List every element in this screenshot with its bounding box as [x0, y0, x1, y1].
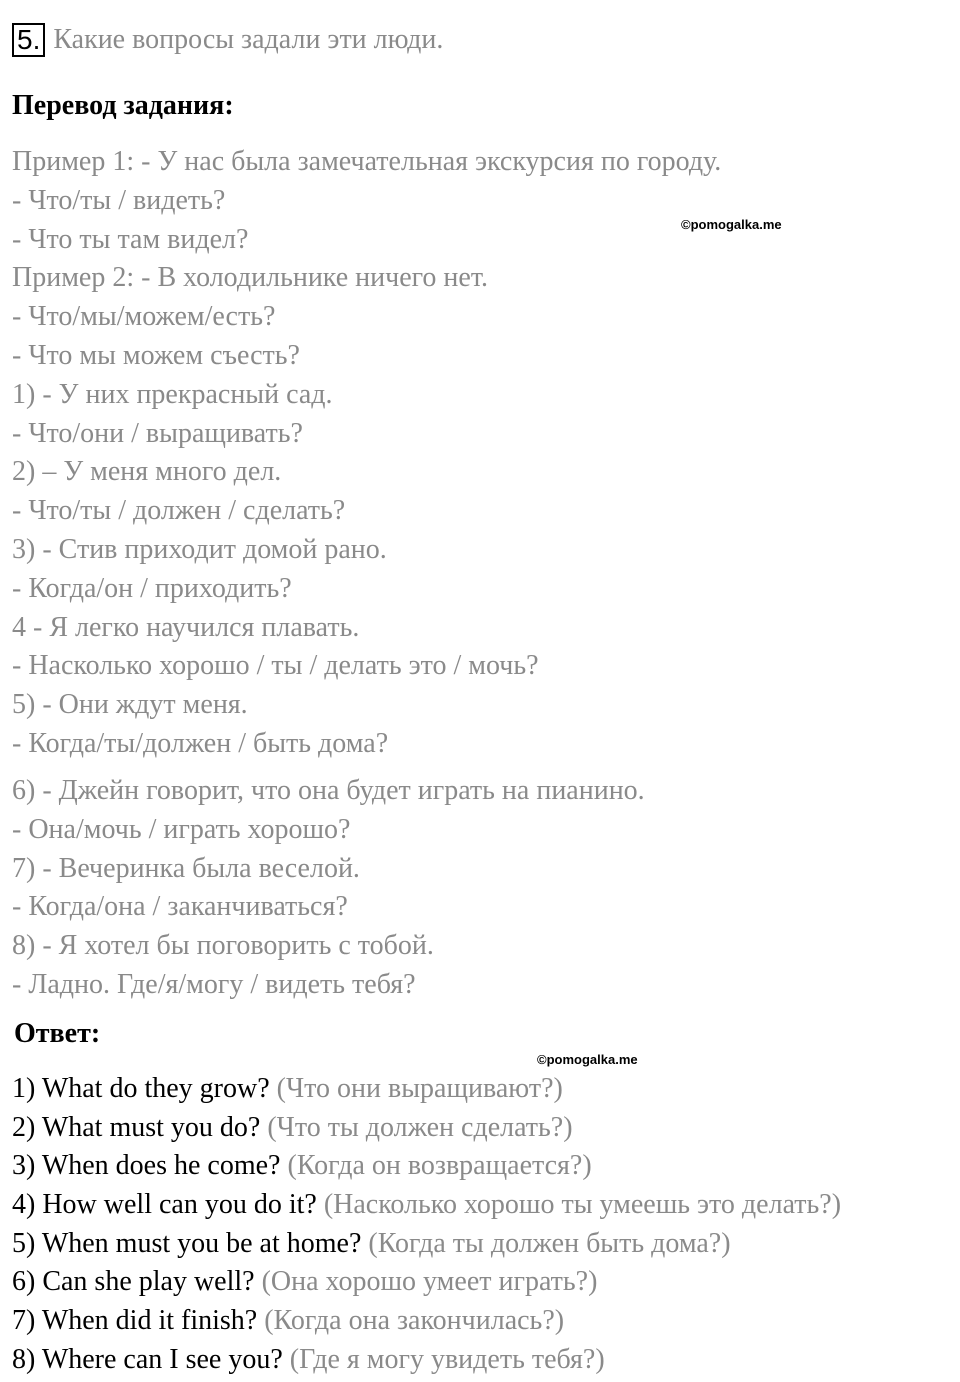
answer-item: [12, 1263, 841, 1302]
answer-russian: (Где я могу увидеть тебя?): [289, 1343, 605, 1375]
translation-line: - Что/ты / видеть?: [12, 184, 226, 216]
translation-line: 5) - Они ждут меня.: [12, 689, 248, 721]
answer-list: [12, 1070, 841, 1380]
translation-line: 4 - Я легко научился плавать.: [12, 611, 360, 643]
answer-item: [12, 1147, 841, 1186]
translation-line: 7) - Вечеринка была веселой.: [12, 852, 360, 884]
answer-russian: (Что они выращивают?): [276, 1073, 563, 1104]
translation-line: - Ладно. Где/я/могу / видеть тебя?: [12, 968, 416, 1000]
translation-line: - Что/они / выращивать?: [12, 417, 303, 449]
translation-line: - Что мы можем съесть?: [12, 339, 300, 371]
task-title: Какие вопросы задали эти люди.: [53, 24, 444, 55]
answer-english: 2) What must you do?: [12, 1111, 261, 1143]
answer-item: [12, 1302, 841, 1341]
translation-line: - Насколько хорошо / ты / делать это / мочь?: [12, 650, 539, 682]
watermark: ©pomogalka.me: [681, 217, 782, 232]
translation-line: - Она/мочь / играть хорошо?: [12, 813, 351, 845]
translation-line: 6) - Джейн говорит, что она будет играть на пианино.: [12, 775, 645, 806]
answer-russian: (Когда он возвращается?): [287, 1150, 592, 1182]
task-header: [12, 20, 443, 60]
answer-heading: Ответ:: [14, 1018, 101, 1049]
translation-line: - Когда/она / заканчиваться?: [12, 891, 348, 923]
translation-line: - Что ты там видел?: [12, 223, 249, 255]
answer-english: 4) How well can you do it?: [12, 1189, 317, 1221]
translation-line: - Когда/ты/должен / быть дома?: [12, 727, 389, 759]
translation-line: - Что/ты / должен / сделать?: [12, 495, 346, 527]
answer-item: [12, 1341, 841, 1380]
answer-russian: (Насколько хорошо ты умеешь это делать?): [323, 1189, 842, 1221]
translation-line: 2) – У меня много дел.: [12, 456, 282, 488]
translation-heading: Перевод задания:: [12, 90, 234, 121]
translation-lines-part-1: [12, 143, 721, 764]
answer-english: 8) Where can I see you?: [12, 1343, 283, 1375]
answer-item: [12, 1109, 841, 1148]
translation-line: - Когда/он / приходить?: [12, 572, 292, 604]
answer-item: [12, 1225, 841, 1264]
translation-line: Пример 2: - В холодильнике ничего нет.: [12, 262, 488, 294]
answer-english: 1) What do they grow?: [12, 1073, 270, 1104]
answer-russian: (Что ты должен сделать?): [267, 1111, 573, 1143]
answer-english: 5) When must you be at home?: [12, 1227, 362, 1259]
translation-line: 8) - Я хотел бы поговорить с тобой.: [12, 930, 434, 962]
answer-english: 7) When did it finish?: [12, 1305, 258, 1337]
translation-line: - Что/мы/можем/есть?: [12, 301, 276, 333]
answer-item: [12, 1070, 841, 1109]
watermark: ©pomogalka.me: [537, 1052, 638, 1067]
answer-russian: (Когда она закончилась?): [264, 1305, 565, 1337]
translation-line: 3) - Стив приходит домой рано.: [12, 533, 387, 565]
translation-line: 1) - У них прекрасный сад.: [12, 378, 333, 410]
answer-russian: (Когда ты должен быть дома?): [368, 1227, 731, 1259]
answer-russian: (Она хорошо умеет играть?): [261, 1266, 598, 1298]
answer-item: [12, 1186, 841, 1225]
translation-line: Пример 1: - У нас была замечательная экскурсия по городу.: [12, 146, 722, 177]
answer-english: 3) When does he come?: [12, 1150, 281, 1182]
task-number-box: 5.: [12, 23, 45, 57]
translation-lines-part-2: [12, 772, 645, 1005]
answer-english: 6) Can she play well?: [12, 1266, 255, 1298]
